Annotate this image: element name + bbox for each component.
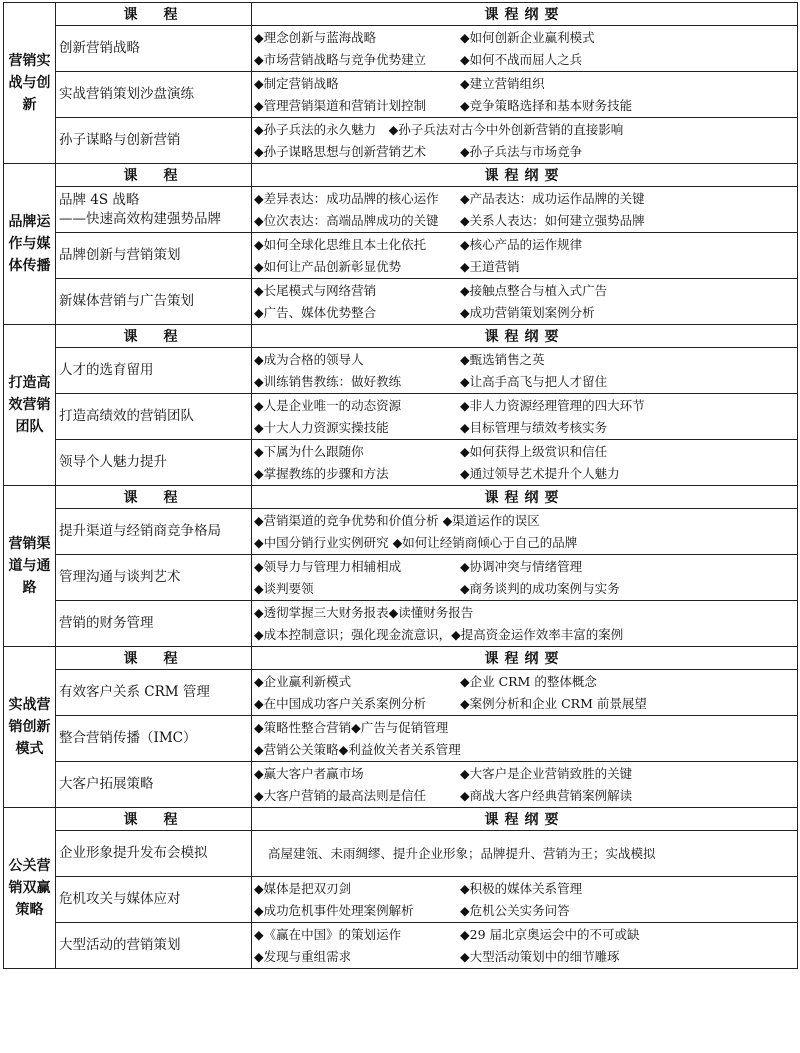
course-name-line: 大型活动的营销策划 bbox=[59, 937, 181, 953]
outline-item: ◆商战大客户经典营销案例解读 bbox=[460, 787, 633, 803]
outline-line bbox=[254, 624, 795, 646]
table-row bbox=[4, 555, 798, 601]
course-name bbox=[56, 601, 252, 647]
table-row bbox=[4, 509, 798, 555]
outline-line bbox=[254, 717, 795, 739]
outline-item: ◆发现与重组需求 bbox=[254, 948, 352, 964]
outline-line bbox=[254, 510, 795, 532]
outline-item: ◆成本控制意识；强化现金流意识，◆提高资金运作效率丰富的案例 bbox=[254, 626, 624, 642]
table-row bbox=[4, 831, 798, 877]
course-column-header: 课 程 bbox=[56, 808, 252, 831]
course-name-line: 营销的财务管理 bbox=[59, 615, 154, 631]
table-row bbox=[4, 26, 798, 72]
course-column-header: 课 程 bbox=[56, 325, 252, 348]
course-name bbox=[56, 72, 252, 118]
outline-item: ◆通过领导艺术提升个人魅力 bbox=[460, 465, 620, 481]
course-outline bbox=[252, 716, 798, 762]
table-row bbox=[4, 716, 798, 762]
outline-line bbox=[254, 739, 795, 761]
course-name-line: 提升渠道与经销商竞争格局 bbox=[59, 523, 221, 539]
course-name bbox=[56, 716, 252, 762]
course-table bbox=[3, 2, 798, 969]
outline-item: ◆如何不战而屈人之兵 bbox=[460, 51, 583, 67]
table-row bbox=[4, 601, 798, 647]
course-name-line: 新媒体营销与广告策划 bbox=[59, 293, 194, 309]
course-name bbox=[56, 509, 252, 555]
outline-item: ◆掌握教练的步骤和方法 bbox=[254, 465, 389, 481]
outline-item: ◆赢大客户者赢市场 bbox=[254, 765, 364, 781]
course-name bbox=[56, 440, 252, 486]
table-row bbox=[4, 279, 798, 325]
table-row bbox=[4, 233, 798, 279]
course-name bbox=[56, 233, 252, 279]
outline-item: ◆中国分销行业实例研究 ◆如何让经销商倾心于自己的品牌 bbox=[254, 534, 578, 550]
table-row bbox=[4, 670, 798, 716]
outline-item: ◆市场营销战略与竞争优势建立 bbox=[254, 51, 427, 67]
course-outline bbox=[252, 26, 798, 72]
outline-line bbox=[254, 532, 795, 554]
outline-item: ◆训练销售教练：做好教练 bbox=[254, 373, 402, 389]
outline-item: ◆理念创新与蓝海战略 bbox=[254, 29, 377, 45]
outline-line bbox=[254, 95, 795, 117]
table-row bbox=[4, 394, 798, 440]
course-outline bbox=[252, 923, 798, 969]
outline-item: ◆透彻掌握三大财务报表◆读懂财务报告 bbox=[254, 604, 474, 620]
outline-item: ◆王道营销 bbox=[460, 258, 520, 274]
course-name-line: 打造高绩效的营销团队 bbox=[59, 408, 194, 424]
outline-item: ◆位次表达：高端品牌成功的关键 bbox=[254, 212, 439, 228]
course-name bbox=[56, 923, 252, 969]
course-name bbox=[56, 762, 252, 808]
outline-item: ◆如何全球化思维且本土化依托 bbox=[254, 236, 427, 252]
course-column-header: 课 程 bbox=[56, 3, 252, 26]
course-name-line: 孙子谋略与创新营销 bbox=[59, 132, 181, 148]
outline-item: ◆谈判要领 bbox=[254, 580, 314, 596]
section-header-row bbox=[4, 647, 798, 670]
outline-item: ◆差异表达：成功品牌的核心运作 bbox=[254, 190, 439, 206]
table-row bbox=[4, 877, 798, 923]
outline-item: ◆大客户营销的最高法则是信任 bbox=[254, 787, 427, 803]
outline-item: ◆危机公关实务问答 bbox=[460, 902, 570, 918]
outline-item: ◆广告、媒体优势整合 bbox=[254, 304, 377, 320]
course-name bbox=[56, 118, 252, 164]
course-outline bbox=[252, 670, 798, 716]
section-header-row bbox=[4, 325, 798, 348]
outline-line bbox=[254, 946, 795, 968]
outline-item: ◆积极的媒体关系管理 bbox=[460, 880, 583, 896]
outline-item: ◆如何获得上级赏识和信任 bbox=[460, 443, 608, 459]
outline-column-header: 课程纲要 bbox=[252, 486, 798, 509]
course-outline bbox=[252, 72, 798, 118]
section-marketing-models-title: 实战营销创新模式 bbox=[4, 647, 56, 808]
outline-line bbox=[254, 210, 795, 232]
outline-item: ◆营销公关策略◆利益攸关者关系管理 bbox=[254, 741, 461, 757]
outline-item: ◆在中国成功客户关系案例分析 bbox=[254, 695, 427, 711]
outline-line bbox=[254, 878, 795, 900]
course-name-line: 品牌 4S 战略 bbox=[59, 191, 140, 208]
course-name bbox=[56, 187, 252, 233]
outline-item: ◆企业 CRM 的整体概念 bbox=[460, 673, 597, 689]
outline-line bbox=[254, 924, 795, 946]
outline-item: ◆关系人表达：如何建立强势品牌 bbox=[460, 212, 645, 228]
course-outline bbox=[252, 509, 798, 555]
section-brand-media-title: 品牌运作与媒体传播 bbox=[4, 164, 56, 325]
outline-item: ◆人是企业唯一的动态资源 bbox=[254, 397, 402, 413]
outline-item: ◆产品表达：成功运作品牌的关键 bbox=[460, 190, 645, 206]
section-sales-team-title: 打造高效营销团队 bbox=[4, 325, 56, 486]
course-outline bbox=[252, 394, 798, 440]
table-row bbox=[4, 923, 798, 969]
outline-line bbox=[254, 693, 795, 715]
outline-item: ◆目标管理与绩效考核实务 bbox=[460, 419, 608, 435]
course-name-line: 危机攻关与媒体应对 bbox=[59, 891, 181, 907]
outline-line bbox=[254, 371, 795, 393]
course-name bbox=[56, 831, 252, 877]
outline-item: ◆核心产品的运作规律 bbox=[460, 236, 583, 252]
course-name-line: 整合营销传播（IMC） bbox=[59, 730, 197, 746]
outline-item: ◆大型活动策划中的细节雕琢 bbox=[460, 948, 620, 964]
outline-item: ◆孙子兵法与市场竞争 bbox=[460, 143, 583, 159]
outline-item: ◆营销渠道的竞争优势和价值分析 ◆渠道运作的误区 bbox=[254, 512, 540, 528]
outline-column-header: 课程纲要 bbox=[252, 164, 798, 187]
outline-line bbox=[254, 256, 795, 278]
outline-line bbox=[254, 49, 795, 71]
outline-line bbox=[254, 141, 795, 163]
outline-line bbox=[254, 119, 795, 141]
outline-column-header: 课程纲要 bbox=[252, 647, 798, 670]
table-row bbox=[4, 118, 798, 164]
course-outline bbox=[252, 440, 798, 486]
course-name bbox=[56, 877, 252, 923]
outline-line bbox=[254, 417, 795, 439]
course-name bbox=[56, 394, 252, 440]
outline-item: ◆成功营销策划案例分析 bbox=[460, 304, 595, 320]
outline-item: ◆《赢在中国》的策划运作 bbox=[254, 926, 402, 942]
outline-item: ◆十大人力资源实操技能 bbox=[254, 419, 389, 435]
outline-item: ◆大客户是企业营销致胜的关键 bbox=[460, 765, 633, 781]
outline-line bbox=[254, 27, 795, 49]
course-name bbox=[56, 555, 252, 601]
course-name-line: 实战营销策划沙盘演练 bbox=[59, 86, 194, 102]
section-header-row bbox=[4, 3, 798, 26]
section-header-row bbox=[4, 486, 798, 509]
outline-item: ◆29 届北京奥运会中的不可或缺 bbox=[460, 926, 640, 942]
outline-item: ◆商务谈判的成功案例与实务 bbox=[460, 580, 620, 596]
table-row bbox=[4, 762, 798, 808]
section-pr-strategy-title: 公关营销双赢策略 bbox=[4, 808, 56, 969]
outline-item: ◆协调冲突与情绪管理 bbox=[460, 558, 583, 574]
outline-line bbox=[254, 395, 795, 417]
outline-item: ◆媒体是把双刃剑 bbox=[254, 880, 352, 896]
outline-line bbox=[254, 578, 795, 600]
outline-item: ◆下属为什么跟随你 bbox=[254, 443, 364, 459]
outline-line bbox=[254, 763, 795, 785]
outline-item: ◆长尾模式与网络营销 bbox=[254, 282, 377, 298]
course-name-line: 人才的选育留用 bbox=[59, 362, 154, 378]
course-name-line: 品牌创新与营销策划 bbox=[59, 247, 181, 263]
table-row bbox=[4, 440, 798, 486]
outline-item: ◆孙子谋略思想与创新营销艺术 bbox=[254, 143, 427, 159]
course-outline bbox=[252, 831, 798, 877]
outline-item: ◆竞争策略选择和基本财务技能 bbox=[460, 97, 633, 113]
outline-item: ◆如何让产品创新彰显优势 bbox=[254, 258, 402, 274]
outline-item: ◆孙子兵法的永久魅力 ◆孙子兵法对古今中外创新营销的直接影响 bbox=[254, 121, 624, 137]
course-name-line: 企业形象提升发布会模拟 bbox=[59, 845, 208, 861]
course-column-header: 课 程 bbox=[56, 164, 252, 187]
course-column-header: 课 程 bbox=[56, 486, 252, 509]
outline-item: ◆甄选销售之英 bbox=[460, 351, 545, 367]
table-row bbox=[4, 348, 798, 394]
outline-item: ◆案例分析和企业 CRM 前景展望 bbox=[460, 695, 647, 711]
outline-item: ◆领导力与管理力相辅相成 bbox=[254, 558, 402, 574]
course-outline bbox=[252, 187, 798, 233]
outline-item: ◆管理营销渠道和营销计划控制 bbox=[254, 97, 427, 113]
course-outline bbox=[252, 555, 798, 601]
outline-item: ◆非人力资源经理管理的四大环节 bbox=[460, 397, 645, 413]
table-row bbox=[4, 187, 798, 233]
section-channels-title: 营销渠道与通路 bbox=[4, 486, 56, 647]
outline-line bbox=[254, 349, 795, 371]
outline-item: ◆让高手高飞与把人才留住 bbox=[460, 373, 608, 389]
outline-item: ◆建立营销组织 bbox=[460, 75, 545, 91]
outline-line bbox=[254, 785, 795, 807]
course-outline bbox=[252, 118, 798, 164]
course-name bbox=[56, 279, 252, 325]
outline-line bbox=[254, 556, 795, 578]
outline-line bbox=[254, 280, 795, 302]
course-name-line: 有效客户关系 CRM 管理 bbox=[59, 684, 210, 700]
section-header-row bbox=[4, 808, 798, 831]
outline-item: ◆策略性整合营销◆广告与促销管理 bbox=[254, 719, 449, 735]
outline-line bbox=[254, 900, 795, 922]
outline-line bbox=[254, 602, 795, 624]
section-header-row bbox=[4, 164, 798, 187]
course-name-line: 管理沟通与谈判艺术 bbox=[59, 569, 181, 585]
course-outline bbox=[252, 348, 798, 394]
course-column-header: 课 程 bbox=[56, 647, 252, 670]
course-name bbox=[56, 670, 252, 716]
outline-line bbox=[254, 463, 795, 485]
outline-item: ◆制定营销战略 bbox=[254, 75, 339, 91]
outline-line bbox=[254, 188, 795, 210]
outline-column-header: 课程纲要 bbox=[252, 3, 798, 26]
course-outline bbox=[252, 601, 798, 647]
course-outline bbox=[252, 233, 798, 279]
outline-text: 高屋建瓴、未雨绸缪、提升企业形象；品牌提升、营销为王；实战模拟 bbox=[268, 845, 656, 861]
outline-line bbox=[254, 302, 795, 324]
course-name-line: 领导个人魅力提升 bbox=[59, 454, 167, 470]
outline-item: ◆如何创新企业赢利模式 bbox=[460, 29, 595, 45]
course-name-line: 创新营销战略 bbox=[59, 40, 140, 56]
outline-line bbox=[254, 73, 795, 95]
course-outline bbox=[252, 279, 798, 325]
course-name bbox=[56, 26, 252, 72]
outline-item: ◆接触点整合与植入式广告 bbox=[460, 282, 608, 298]
outline-line bbox=[254, 671, 795, 693]
outline-item: ◆成为合格的领导人 bbox=[254, 351, 364, 367]
course-outline bbox=[252, 762, 798, 808]
table-row bbox=[4, 72, 798, 118]
outline-line bbox=[254, 234, 795, 256]
outline-item: ◆成功危机事件处理案例解析 bbox=[254, 902, 414, 918]
outline-item: ◆企业赢利新模式 bbox=[254, 673, 352, 689]
outline-line bbox=[254, 441, 795, 463]
course-name bbox=[56, 348, 252, 394]
course-outline bbox=[252, 877, 798, 923]
course-name-line: ——快速高效构建强势品牌 bbox=[59, 210, 221, 227]
outline-column-header: 课程纲要 bbox=[252, 325, 798, 348]
outline-column-header: 课程纲要 bbox=[252, 808, 798, 831]
section-marketing-innovation-title: 营销实战与创新 bbox=[4, 3, 56, 164]
course-name-line: 大客户拓展策略 bbox=[59, 776, 154, 792]
